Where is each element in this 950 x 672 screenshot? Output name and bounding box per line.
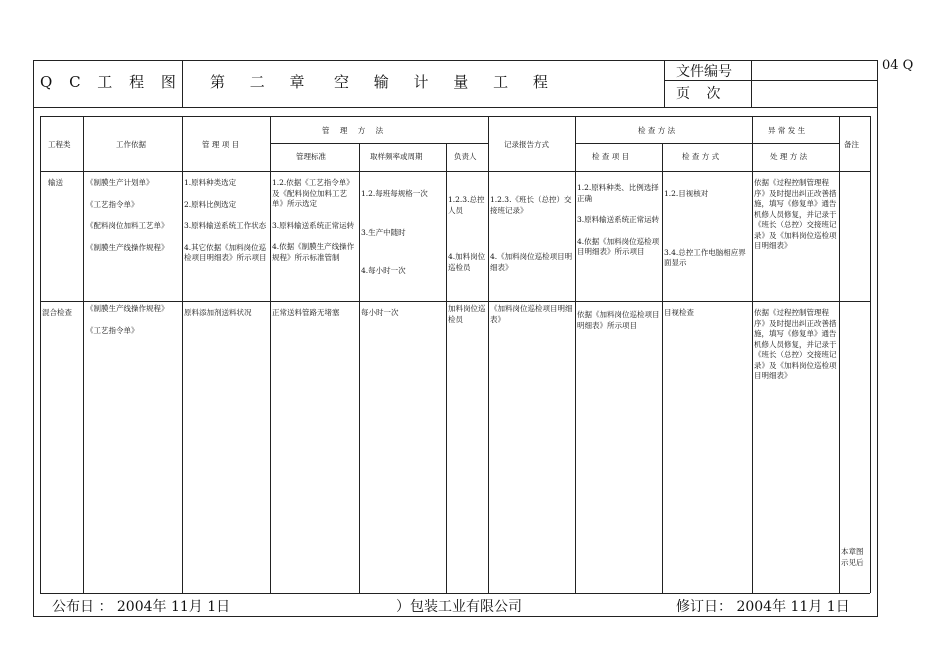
row2-category: 混合检查 xyxy=(42,308,72,317)
row1-inspect-items: 1.2.原料种类、比例选择正确 3.原料输送系统正常运转 4.依据《加料岗位巡检项目明细表》所示项目 xyxy=(577,183,660,256)
qc-form xyxy=(33,60,878,617)
chapter-label: 第 二 章 xyxy=(210,73,315,91)
col-header-owner: 负责人 xyxy=(454,152,477,161)
edge-text: 04 Q xyxy=(882,58,914,73)
row2-inspect-items: 依据《加料岗位巡检项目明细表》所示项目 xyxy=(577,310,660,330)
row1-standard: 1.2.依据《工艺指令单》及《配料岗位加料工艺单》所示选定 3.原料输送系统正常运转 4.依据《制膜生产线操作规程》所示标准管制 xyxy=(272,178,355,262)
row2-items: 原料添加剂送料状况 xyxy=(184,308,252,317)
row1-abnormal: 依据《过程控制管理程序》及时提出纠正改善措施，填写《修复单》通告机修人员修复，并记录于《班长（总控）交接班记录》及《加料岗位巡检项目明细表》 xyxy=(754,178,837,250)
col-header-items: 管 理 项 目 xyxy=(202,140,240,149)
col-header-method: 管 理 方 法 xyxy=(322,126,388,135)
row1-basis: 《制膜生产计划单》 《工艺指令单》 《配料岗位加料工艺单》 《制膜生产线操作规程》 xyxy=(86,178,169,252)
col-header-abnormal: 异 常 发 生 xyxy=(768,126,806,135)
revise-date: 修订日： 2004年 11月 1日 xyxy=(676,599,850,615)
row2-record: 《加料岗位巡检项目明细表》 xyxy=(490,304,573,324)
col-header-record: 记录报告方式 xyxy=(504,140,549,149)
col-header-category: 工程类 xyxy=(48,140,71,149)
row1-category: 输送 xyxy=(48,178,63,187)
row2-owner: 加料岗位巡检员 xyxy=(448,304,486,324)
row2-inspect-way: 目视检查 xyxy=(664,308,694,317)
qc-title: Q C 工 程 图 xyxy=(40,73,182,91)
row1-record: 1.2.3.《班长（总控）交接班记录》 4.《加料岗位巡检项目明细表》 xyxy=(490,195,573,272)
row1-items: 1.原料种类选定 2.原料比例选定 3.原料输送系统工作状态 4.其它依据《加料岗位巡检项目明细表》所示项目 xyxy=(184,178,267,262)
row2-standard: 正常送料管路无堵塞 xyxy=(272,308,340,317)
doc-number-label: 文件编号 xyxy=(676,64,732,80)
col-header-inspect-way: 检 查 方 式 xyxy=(682,152,720,161)
subject-title: 空 输 计 量 工 程 xyxy=(334,73,558,91)
company-name: ）包装工业有限公司 xyxy=(396,599,522,615)
col-header-inspect: 检 查 方 法 xyxy=(638,126,676,135)
col-header-abnormal-way: 处 理 方 法 xyxy=(770,152,808,161)
col-header-inspect-items: 检 查 项 目 xyxy=(592,152,630,161)
row1-frequency: 1.2.每班每规格一次 3.生产中随时 4.每小时一次 xyxy=(361,189,428,275)
page-number-label: 页 次 xyxy=(676,86,727,102)
row2-abnormal: 依据《过程控制管理程序》及时提出纠正改善措施，填写《修复单》通告机修人员修复，并记录于《班长（总控）交接班记录》及《加料岗位巡检项目明细表》 xyxy=(754,308,837,380)
row1-owner: 1.2.3.总控人员 4.加料岗位巡检员 xyxy=(448,195,486,272)
row2-basis: 《制膜生产线操作规程》 《工艺指令单》 xyxy=(86,304,169,335)
row1-inspect-way: 1.2.目视核对 3.4.总控工作电脑相应界面显示 xyxy=(664,189,746,267)
col-header-basis: 工作依据 xyxy=(116,140,146,149)
col-header-standard: 管理标准 xyxy=(296,152,326,161)
col-header-frequency: 取样频率或周期 xyxy=(370,152,423,161)
remark-note: 本章图示见后 xyxy=(841,547,864,567)
row2-frequency: 每小时一次 xyxy=(361,308,399,317)
col-header-remark: 备注 xyxy=(844,140,859,149)
publish-date: 公布日 ： 2004年 11月 1日 xyxy=(52,599,231,615)
